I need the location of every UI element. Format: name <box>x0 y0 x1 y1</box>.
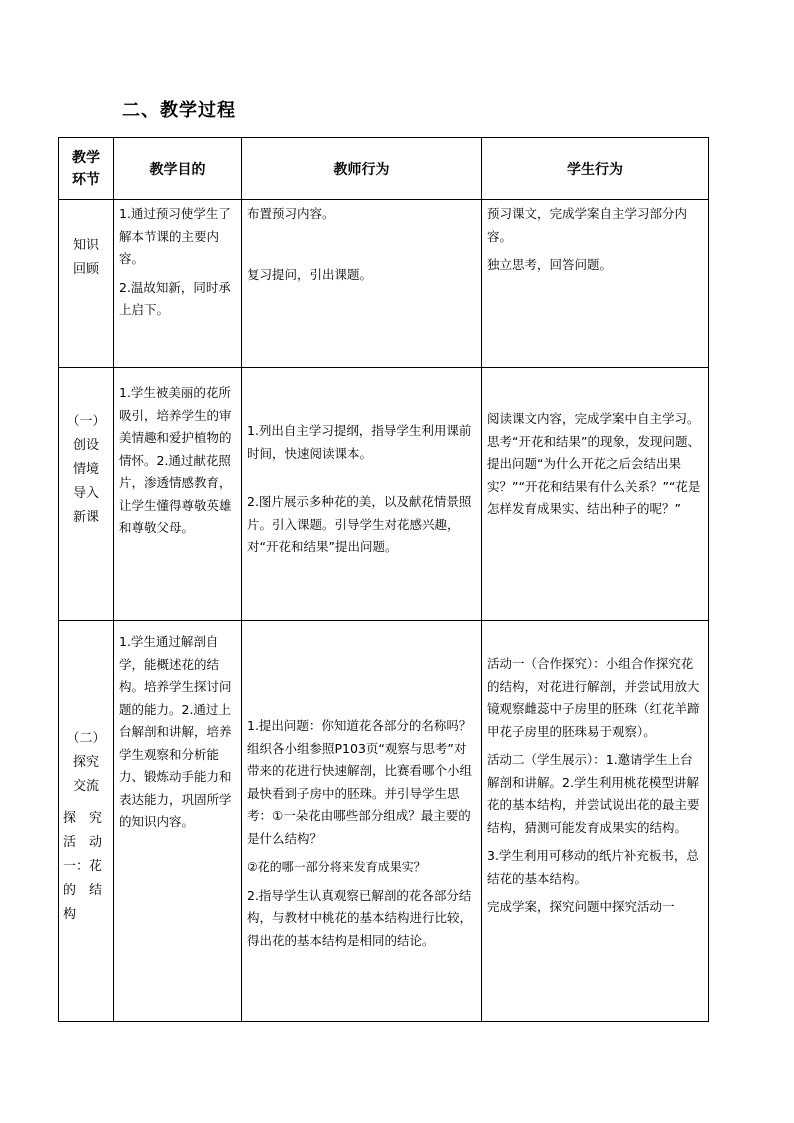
stage-line: 情境 <box>72 462 99 477</box>
stage-line: （二） <box>66 731 106 746</box>
stage-cell <box>59 368 114 621</box>
teacher-text: 2.指导学生认真观察已解剖的花各部分结构，与教材中桃花的基本结构进行比较，得出花的基本结构是相同的结论。 <box>247 887 473 948</box>
student-text: 活动一（合作探究）：小组合作探究花的结构，对花进行解剖，并尝试用放大镜观察雌蕊中子房里的胚珠（红花羊蹄甲花子房里的胚珠易于观察）。 <box>487 656 700 739</box>
teacher-cell <box>242 621 482 1022</box>
teacher-text: 2.图片展示多种花的美，以及献花情景照片。引入课题。引导学生对花感兴趣，对“开花和结果”提出问题。 <box>247 494 472 554</box>
teacher-cell <box>242 368 482 621</box>
purpose-text: 1.学生通过解剖自学，能概述花的结构。培养学生探讨问题的能力。2.通过上台解剖和讲解，培养学生观察和分析能力、锻炼动手能力和表达能力，巩固所学的知识内容。 <box>119 634 232 829</box>
stage-line: （一） <box>66 414 106 429</box>
student-cell <box>482 368 709 621</box>
purpose-text: 1.学生被美丽的花所吸引，培养学生的审美情趣和爱护植物的情怀。2.通过献花照片，渗透情感教育，让学生懂得尊敬英雄和尊敬父母。 <box>119 385 232 535</box>
student-text: 阅读课文内容，完成学案中自主学习。思考“开花和结果”的现象，发现问题、提出问题“为什么开花之后会结出果实？”“开花和结果有什么关系？”“花是怎样发育成果实、结出种子的呢？” <box>487 411 701 516</box>
table-header-row <box>59 138 709 200</box>
header-purpose: 教学目的 <box>114 138 242 200</box>
student-text: 3.学生利用可移动的纸片补充板书，总结花的基本结构。 <box>487 848 699 886</box>
stage-sub-line: 活 动 <box>63 835 103 850</box>
stage-line: 导入 <box>72 486 99 501</box>
purpose-text: 2.温故知新，同时承上启下。 <box>119 279 231 317</box>
student-cell <box>482 200 709 368</box>
student-cell <box>482 621 709 1022</box>
purpose-cell <box>114 621 242 1022</box>
stage-line: 交流 <box>72 779 99 794</box>
stage-sub-line: 的 结 <box>63 883 103 898</box>
purpose-cell <box>114 368 242 621</box>
header-stage-line1: 教学 <box>72 149 100 166</box>
purpose-text: 1.通过预习使学生了解本节课的主要内容。 <box>119 206 231 266</box>
stage-cell <box>59 200 114 368</box>
teacher-text: 1.提出问题：你知道花各部分的名称吗？组织各小组参照P103页“观察与思考”对带来的花进行快速解剖，比赛看哪个小组最快看到子房中的胚珠。并引导学生思考：①一朵花由哪些部分组成？最主要的是什么结构？ <box>247 718 473 846</box>
stage-line: 知识 <box>72 238 99 253</box>
header-teacher: 教师行为 <box>242 138 482 200</box>
student-text: 预习课文，完成学案自主学习部分内容。 <box>487 206 688 244</box>
header-stage-line2: 环节 <box>72 171 100 188</box>
stage-cell <box>59 621 114 1022</box>
section-heading: 二、教学过程 <box>122 100 236 121</box>
purpose-cell <box>114 200 242 368</box>
stage-line: 回顾 <box>72 262 99 277</box>
stage-line: 新课 <box>72 510 99 525</box>
header-stage <box>59 138 114 200</box>
stage-sub-line: 构 <box>63 907 77 922</box>
teacher-text: ②花的哪一部分将来发育成果实？ <box>247 860 426 874</box>
stage-sub-line: 探 究 <box>63 811 103 826</box>
teacher-text: 复习提问，引出课题。 <box>247 266 373 282</box>
teaching-process-table <box>58 137 709 1022</box>
student-text: 独立思考，回答问题。 <box>487 257 613 272</box>
teacher-cell <box>242 200 482 368</box>
student-text: 活动二（学生展示）：1.邀请学生上台解剖和讲解。2.学生利用桃花模型讲解花的基本结构，并尝试说出花的最主要结构，猜测可能发育成果实的结构。 <box>487 752 700 835</box>
student-text: 完成学案，探究问题中探究活动一 <box>487 899 675 914</box>
table-row <box>59 368 709 621</box>
teacher-text: 布置预习内容。 <box>247 206 335 221</box>
header-student: 学生行为 <box>482 138 709 200</box>
teacher-text: 1.列出自主学习提纲，指导学生利用课前时间，快速阅读课本。 <box>247 423 472 461</box>
table-row <box>59 200 709 368</box>
stage-line: 探究 <box>72 755 99 770</box>
stage-line: 创设 <box>72 438 99 453</box>
stage-sub-line: 一：花 <box>63 859 103 874</box>
table-row <box>59 621 709 1022</box>
